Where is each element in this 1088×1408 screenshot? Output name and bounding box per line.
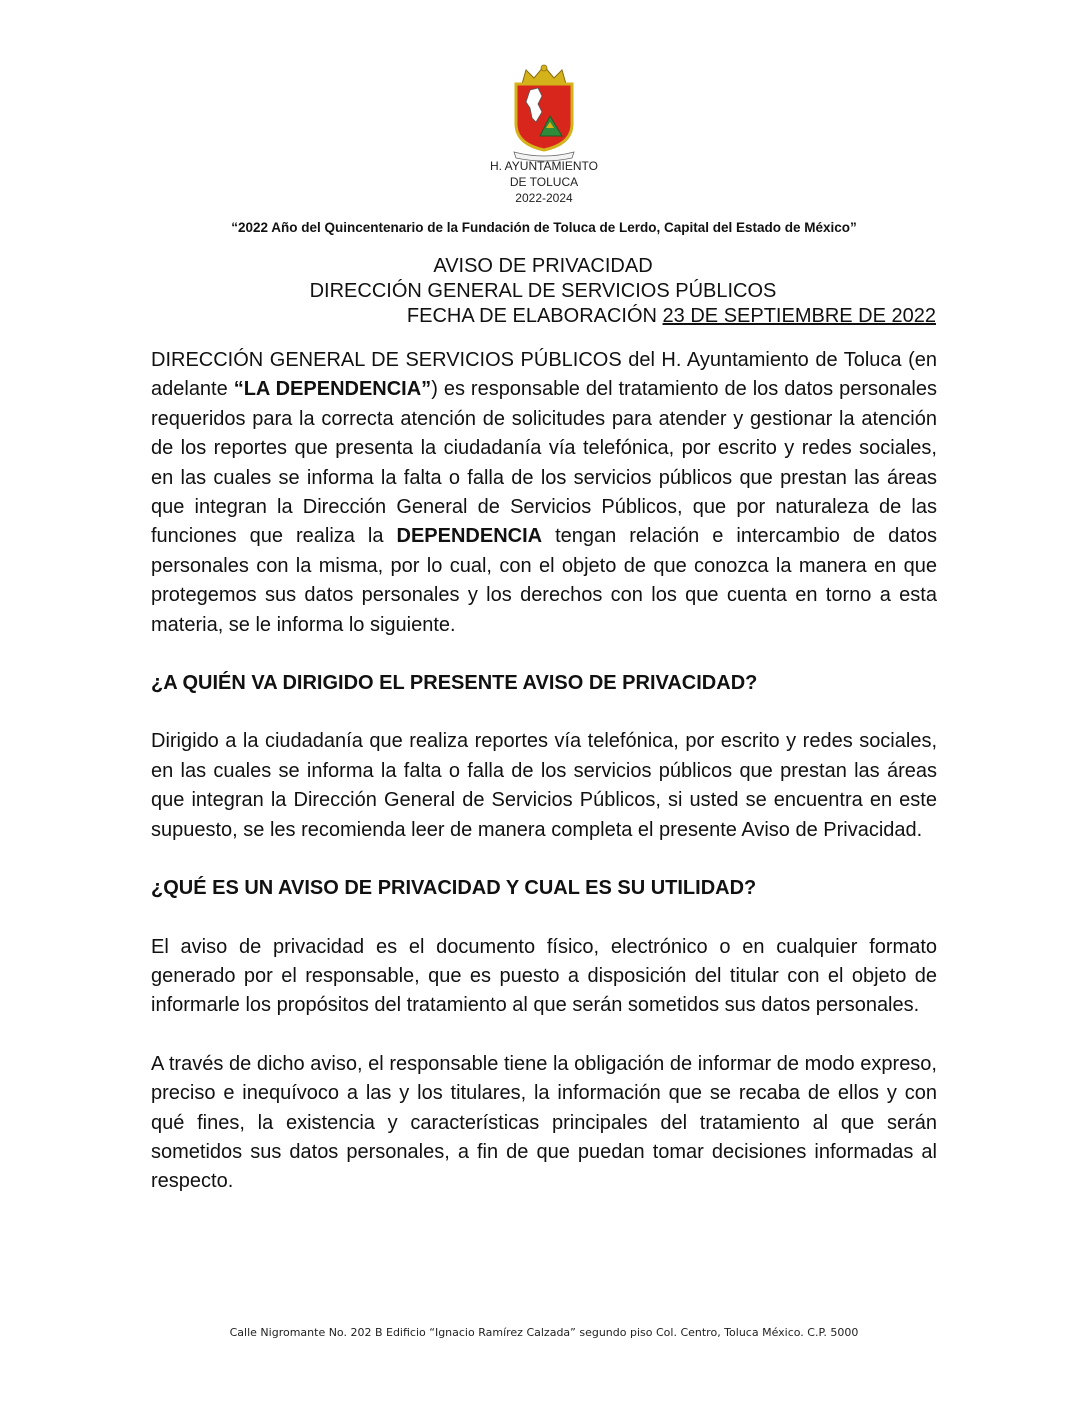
motto-line: “2022 Año del Quincentenario de la Fundación de Toluca de Lerdo, Capital del Estado de México” xyxy=(231,220,857,235)
intro-part-2: ) es responsable del tratamiento de los datos personales requeridos para la correcta atención de solicitudes para atender y gestionar la atención de los reportes que presenta la ciudadanía vía telefónica, por escrito y redes sociales, en las cuales se informa la falta o falla de los servicios públicos que prestan las áreas que integran la Dirección General de Servicios Públicos, que por naturaleza de las funciones que realiza la xyxy=(151,378,937,548)
title-line-1: AVISO DE PRIVACIDAD xyxy=(433,255,653,277)
organization-name xyxy=(444,158,644,206)
section-1-heading: ¿A QUIÉN VA DIRIGIDO EL PRESENTE AVISO DE PRIVACIDAD? xyxy=(151,672,758,695)
section-2-body-2: A través de dicho aviso, el responsable tiene la obligación de informar de modo expreso, preciso e inequívoco a las y los titulares, la información que se recaba de ellos y con qué fines, la existencia y características principales del tratamiento al que serán sometidos sus datos personales, a fin de que puedan tomar decisiones informadas al respecto. xyxy=(151,1052,937,1193)
document-body xyxy=(151,346,937,1197)
intro-bold-2: DEPENDENCIA xyxy=(396,525,543,548)
date-prefix: FECHA DE ELABORACIÓN xyxy=(406,305,663,327)
toluca-coat-of-arms-icon xyxy=(508,62,580,162)
intro-paragraph xyxy=(151,346,937,640)
intro-part-1: DIRECCIÓN GENERAL DE SERVICIOS PÚBLICOS del H. Ayuntamiento de Toluca (en adelante xyxy=(151,349,937,401)
section-2-heading: ¿QUÉ ES UN AVISO DE PRIVACIDAD Y CUAL ES SU UTILIDAD? xyxy=(151,877,757,900)
section-1-body: Dirigido a la ciudadanía que realiza reportes vía telefónica, por escrito y redes sociales, en las cuales se informa la falta o falla de los servicios públicos que prestan las áreas que integran la Dirección General de Servicios Públicos, si usted se encuentra en este supuesto, se les recomienda leer de manera completa el presente Aviso de Privacidad. xyxy=(151,730,937,841)
intro-part-3: tengan relación e intercambio de datos personales con la misma, por lo cual, con el objeto de que conozca la manera en que protegemos sus datos personales y los derechos con los que cuenta en torno a esta materia, se le informa lo siguiente. xyxy=(151,525,937,636)
section-2-body-1: El aviso de privacidad es el documento físico, electrónico o en cualquier formato generado por el responsable, que es puesto a disposición del titular con el objeto de informarle los propósitos del tratamiento al que serán sometidos sus datos personales. xyxy=(151,935,937,1017)
title-block xyxy=(150,254,936,329)
org-line-3: 2022-2024 xyxy=(515,191,573,205)
intro-bold-1: “LA DEPENDENCIA” xyxy=(233,378,432,401)
org-line-2: DE TOLUCA xyxy=(509,175,579,189)
title-line-2: DIRECCIÓN GENERAL DE SERVICIOS PÚBLICOS xyxy=(309,280,777,302)
title-line-3 xyxy=(150,304,936,329)
org-line-1: H. AYUNTAMIENTO xyxy=(489,159,598,173)
elaboration-date: 23 DE SEPTIEMBRE DE 2022 xyxy=(662,305,936,327)
footer-address: Calle Nigromante No. 202 B Edificio “Ignacio Ramírez Calzada” segundo piso Col. Centro, Toluca México. C.P. 5000 xyxy=(229,1326,859,1339)
